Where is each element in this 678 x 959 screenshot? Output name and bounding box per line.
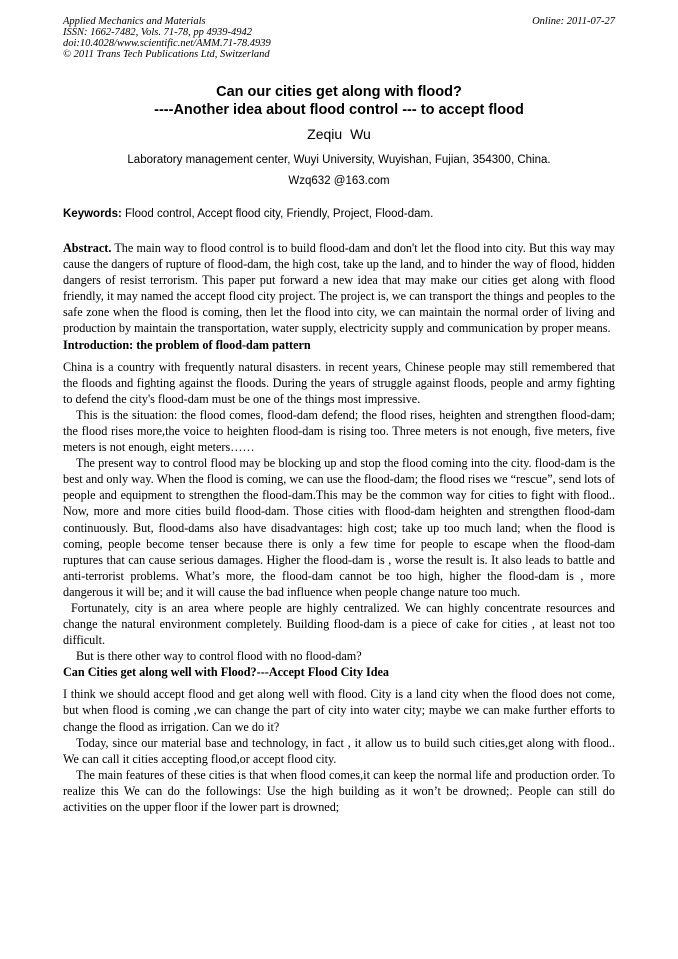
journal-issn: ISSN: 1662-7482, Vols. 71-78, pp 4939-4942	[63, 27, 252, 38]
keywords-label: Keywords:	[63, 208, 122, 220]
abstract	[63, 240, 615, 337]
online-date: Online: 2011-07-27	[532, 16, 615, 27]
paragraph: This is the situation: the flood comes, flood-dam defend; the flood rises, heighten and strengthen flood-dam; the flood rises more,the voice to heighten flood-dam is rising too. Three meters is not enough, five meters, five meters is not enough, eight meters……	[63, 407, 615, 455]
paragraph: The present way to control flood may be blocking up and stop the flood coming into the city. flood-dam is the best and only way. When the flood is coming, we can use the flood-dam; the flood rises we “rescue”, send lots of people and equipment to strengthen the flood-dam.This may be the common way for cities to fight with flood.. Now, more and more cities build flood-dam. Those cities with flood-dam heighten and strengthen flood-dam continuously. But, flood-dams also have disadvantages: high cost; take up too much land; when the flood is coming, people become tenser because there is only a few time for people to escape when the flood-dam ruptures that can cause serious damages. Higher the flood-dam is , worse the result is. It also leads to battle and anti-terrorist problems. What’s more, the flood-dam cannot be too high, higher the flood-dam is , more dangerous it will be; and it will cause the bad influence when people change nature too much.	[63, 456, 615, 599]
paragraph: The main features of these cities is that when flood comes,it can keep the normal life and production order. To realize this We can do the followings: Use the high building as it won’t be drowned;. People can still do activities on the upper floor if the lower part is drowned;	[63, 767, 615, 814]
paper-title	[63, 83, 615, 119]
paragraph: Fortunately, city is an area where people are highly centralized. We can highly concentrate resources and change the natural environment completely. Building flood-dam is a piece of cake for cities , at least not too difficult.	[63, 600, 615, 648]
author-email: Wzq632 @163.com	[288, 175, 390, 187]
paragraph: But is there other way to control flood with no flood-dam?	[76, 649, 362, 664]
keywords-text: Flood control, Accept flood city, Friendly, Project, Flood-dam.	[121, 208, 434, 220]
section-heading-accept-flood-city: Can Cities get along well with Flood?---Accept Flood City Idea	[63, 665, 389, 680]
paragraph: China is a country with frequently natural disasters. in recent years, Chinese people may still remembered that the floods and fighting against the floods. During the years of struggle against floods, people and army fighting to defend the city's flood-dam must be one of the things most impressive.	[63, 359, 615, 406]
author-name: Zeqiu Wu	[307, 126, 371, 142]
section-heading-introduction: Introduction: the problem of flood-dam pattern	[63, 337, 311, 352]
abstract-label: Abstract.	[63, 241, 112, 255]
paragraph: Today, since our material base and technology, in fact , it allow us to build such cities,get along with flood.. We can call it cities accepting flood,or accept flood city.	[63, 735, 615, 766]
journal-copyright: © 2011 Trans Tech Publications Ltd, Switzerland	[63, 49, 270, 60]
abstract-text: The main way to flood control is to build flood-dam and don't let the flood into city. But this way may cause the dangers of rupture of flood-dam, the high cost, take up the land, and to hinder the way of flood, hidden dangers of resist terrorism. This paper put forward a new idea that may make our cities get along with flood friendly, it may named the accept flood city project. The project is, we can transport the things and peoples to the safe zone when the flood is coming, then let the flood into city, we can maintain the normal order of living and production by maintain the transportation, water supply, electricity supply and communication by proper means.	[63, 241, 615, 336]
journal-name: Applied Mechanics and Materials	[63, 16, 206, 27]
keywords	[63, 207, 615, 221]
section-body-introduction	[63, 359, 615, 665]
paragraph: I think we should accept flood and get along well with flood. City is a land city when the flood does not come, but when flood is coming ,we can change the part of city into water city; maybe we can make further efforts to change the flood as irrigation. Can we do it?	[63, 687, 615, 734]
title-line-1: Can our cities get along with flood?	[216, 84, 462, 100]
title-line-2: ----Another idea about flood control --- to accept flood	[154, 102, 524, 118]
author-affiliation: Laboratory management center, Wuyi University, Wuyishan, Fujian, 354300, China.	[127, 154, 551, 166]
section-body-accept-flood-city	[63, 686, 615, 815]
journal-header	[63, 16, 615, 60]
journal-doi: doi:10.4028/www.scientific.net/AMM.71-78.4939	[63, 38, 271, 49]
